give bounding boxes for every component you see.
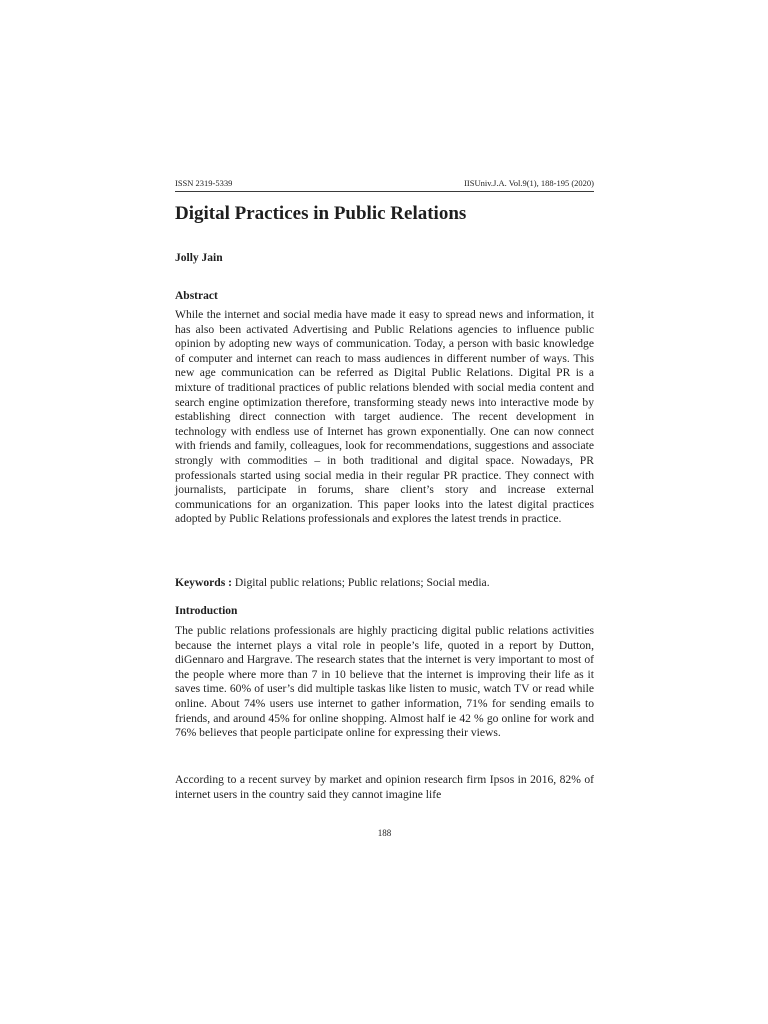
article-title: Digital Practices in Public Relations xyxy=(175,203,467,224)
abstract-text: While the internet and social media have made it easy to spread news and information, it has also been activated Advertising and Public Relations agencies to influence public opinion by adopting new ways of communication. Today, a person with basic knowledge of computer and internet can reach to mass audiences in different number of ways. This new age communication can be referred as Digital Public Relations. Digital PR is a mixture of traditional practices of public relations blended with social media content and search engine optimization therefore, transforming steady news into interactive mode by establishing direct connection with target audience. The recent development in technology with endless use of Internet has grown exponentially. One can now connect with friends and family, colleagues, look for recommendations, suggestions and associate strongly with commodities – in both traditional and digital space. Nowadays, PR professionals started using social media in their regular PR practice. They connect with journalists, participate in forums, share client’s story and increase external communications for an organization. This paper looks into the latest digital practices adopted by Public Relations professionals and explores the latest trends in practice. xyxy=(175,308,594,526)
introduction-paragraph-1: The public relations professionals are highly practicing digital public relations activities because the internet plays a vital role in people’s life, quoted in a report by Dutton, diGennaro and Hargrave. The research states that the internet is very important to most of the people where more than 7 in 10 believe that the internet is improving their life as it saves time. 60% of user’s did multiple taskas like listen to music, watch TV or read while online. About 74% users use internet to gather information, 71% for sending emails to friends, and around 45% for online shopping. Almost half ie 42 % go online for work and 76% believes that people participate online for expressing their views. xyxy=(175,624,594,740)
keywords-text: Digital public relations; Public relations; Social media. xyxy=(232,576,490,589)
journal-page xyxy=(175,0,594,1024)
running-header xyxy=(175,178,594,192)
keywords-line xyxy=(175,576,594,591)
journal-citation: IISUniv.J.A. Vol.9(1), 188-195 (2020) xyxy=(464,178,594,188)
introduction-paragraph-2: According to a recent survey by market and opinion research firm Ipsos in 2016, 82% of internet users in the country said they cannot imagine life xyxy=(175,773,594,801)
keywords-label: Keywords : xyxy=(175,576,232,589)
author-name: Jolly Jain xyxy=(175,252,223,264)
abstract-heading: Abstract xyxy=(175,290,218,302)
page-number: 188 xyxy=(377,828,392,838)
issn-label: ISSN 2319-5339 xyxy=(175,178,233,188)
introduction-heading: Introduction xyxy=(175,605,238,617)
